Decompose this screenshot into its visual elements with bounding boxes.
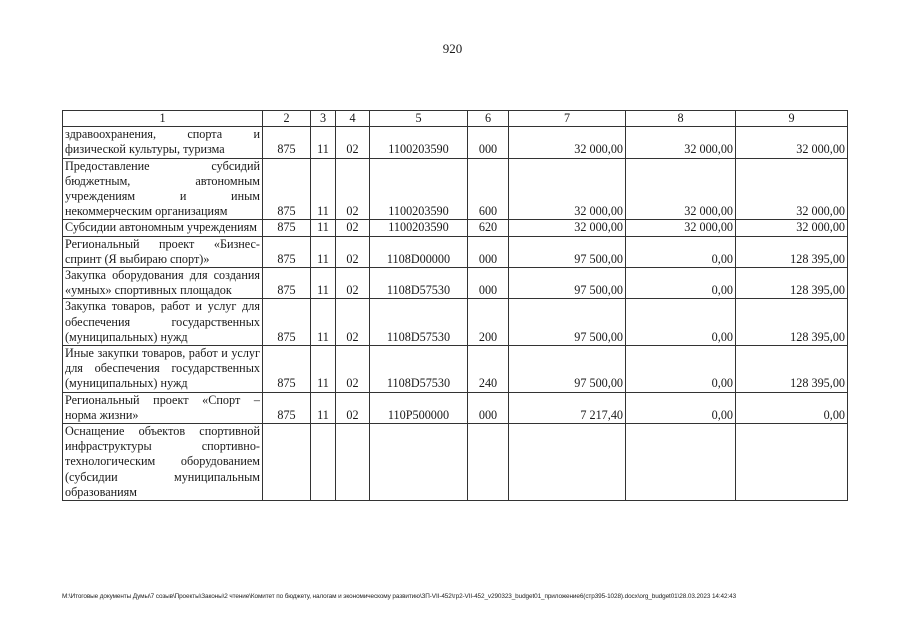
col-6-cell: 200	[468, 299, 509, 346]
col-9-cell: 128 395,00	[736, 268, 848, 299]
col-2-cell: 875	[263, 127, 311, 158]
header-cell: 5	[370, 111, 468, 127]
header-cell: 9	[736, 111, 848, 127]
col-9-cell: 32 000,00	[736, 220, 848, 236]
col-2-cell: 875	[263, 158, 311, 220]
col-6-cell: 000	[468, 392, 509, 423]
table-row	[63, 424, 848, 501]
col-6-cell: 240	[468, 346, 509, 393]
col-8-cell: 0,00	[626, 268, 736, 299]
table-row	[63, 127, 848, 158]
table-row	[63, 220, 848, 236]
page-number: 920	[442, 41, 463, 56]
col-2-cell: 875	[263, 299, 311, 346]
col-6-cell: 600	[468, 158, 509, 220]
row-name: Иные закупки товаров, работ и услуг для обеспечения государственных (муниципальных) нужд	[63, 346, 263, 393]
col-3-cell: 11	[311, 299, 336, 346]
row-name: Оснащение объектов спортивной инфраструктуры спортивно-технологическим оборудованием (субсидии муниципальным образованиям	[63, 424, 263, 501]
row-name: Предоставление субсидий бюджетным, автономным учреждениям и иным некоммерческим организациям	[63, 158, 263, 220]
col-5-cell: 110P500000	[370, 392, 468, 423]
col-9-cell	[736, 424, 848, 501]
col-7-cell: 7 217,40	[509, 392, 626, 423]
col-4-cell: 02	[336, 220, 370, 236]
row-name: Закупка товаров, работ и услуг для обеспечения государственных (муниципальных) нужд	[63, 299, 263, 346]
col-5-cell: 1108D57530	[370, 268, 468, 299]
col-2-cell: 875	[263, 392, 311, 423]
col-3-cell: 11	[311, 268, 336, 299]
col-6-cell: 000	[468, 268, 509, 299]
header-cell: 7	[509, 111, 626, 127]
row-name: Региональный проект «Спорт – норма жизни»	[63, 392, 263, 423]
col-5-cell: 1100203590	[370, 158, 468, 220]
col-9-cell: 128 395,00	[736, 299, 848, 346]
col-9-cell: 32 000,00	[736, 158, 848, 220]
col-3-cell	[311, 424, 336, 501]
col-4-cell: 02	[336, 268, 370, 299]
col-7-cell: 97 500,00	[509, 236, 626, 267]
col-8-cell: 32 000,00	[626, 220, 736, 236]
col-2-cell: 875	[263, 220, 311, 236]
col-2-cell	[263, 424, 311, 501]
table-header-row	[63, 111, 848, 127]
col-5-cell: 1108D00000	[370, 236, 468, 267]
col-2-cell: 875	[263, 268, 311, 299]
col-7-cell: 32 000,00	[509, 158, 626, 220]
col-3-cell: 11	[311, 127, 336, 158]
header-cell: 1	[63, 111, 263, 127]
col-9-cell: 0,00	[736, 392, 848, 423]
col-6-cell	[468, 424, 509, 501]
header-cell: 2	[263, 111, 311, 127]
col-2-cell: 875	[263, 346, 311, 393]
col-5-cell: 1100203590	[370, 220, 468, 236]
col-4-cell: 02	[336, 127, 370, 158]
col-7-cell: 97 500,00	[509, 346, 626, 393]
table-row	[63, 236, 848, 267]
footer-file-path: M:\Итоговые документы Думы\7 созыв\Проекты\Законы\2 чтение\Комитет по бюджету, налогам и экономическому развитию\ЗП-VII-452\гр2-VII-452_v290323_budget01_приложение6(стр395-1028).docx\org_budget01\28.03.2023 14:42:43	[62, 593, 737, 600]
col-5-cell: 1108D57530	[370, 299, 468, 346]
row-name: здравоохранения, спорта и физической культуры, туризма	[63, 127, 263, 158]
col-2-cell: 875	[263, 236, 311, 267]
budget-table	[62, 110, 848, 501]
col-4-cell: 02	[336, 158, 370, 220]
col-4-cell: 02	[336, 299, 370, 346]
col-3-cell: 11	[311, 392, 336, 423]
table-row	[63, 392, 848, 423]
col-5-cell	[370, 424, 468, 501]
header-cell: 3	[311, 111, 336, 127]
col-6-cell: 000	[468, 236, 509, 267]
col-8-cell: 0,00	[626, 299, 736, 346]
row-name: Закупка оборудования для создания «умных» спортивных площадок	[63, 268, 263, 299]
col-6-cell: 620	[468, 220, 509, 236]
table-row	[63, 268, 848, 299]
col-7-cell	[509, 424, 626, 501]
row-name: Субсидии автономным учреждениям	[63, 220, 263, 236]
col-8-cell: 32 000,00	[626, 127, 736, 158]
col-7-cell: 32 000,00	[509, 127, 626, 158]
col-9-cell: 128 395,00	[736, 346, 848, 393]
table-row	[63, 346, 848, 393]
col-9-cell: 32 000,00	[736, 127, 848, 158]
row-name: Региональный проект «Бизнес-спринт (Я выбираю спорт)»	[63, 236, 263, 267]
col-8-cell: 32 000,00	[626, 158, 736, 220]
col-3-cell: 11	[311, 158, 336, 220]
col-7-cell: 97 500,00	[509, 299, 626, 346]
col-4-cell	[336, 424, 370, 501]
header-cell: 8	[626, 111, 736, 127]
col-8-cell: 0,00	[626, 392, 736, 423]
col-4-cell: 02	[336, 392, 370, 423]
col-6-cell: 000	[468, 127, 509, 158]
col-9-cell: 128 395,00	[736, 236, 848, 267]
table-row	[63, 299, 848, 346]
col-3-cell: 11	[311, 236, 336, 267]
col-8-cell: 0,00	[626, 346, 736, 393]
col-7-cell: 97 500,00	[509, 268, 626, 299]
col-7-cell: 32 000,00	[509, 220, 626, 236]
col-4-cell: 02	[336, 346, 370, 393]
col-4-cell: 02	[336, 236, 370, 267]
col-5-cell: 1108D57530	[370, 346, 468, 393]
col-8-cell	[626, 424, 736, 501]
col-5-cell: 1100203590	[370, 127, 468, 158]
col-8-cell: 0,00	[626, 236, 736, 267]
col-3-cell: 11	[311, 346, 336, 393]
table-row	[63, 158, 848, 220]
header-cell: 4	[336, 111, 370, 127]
header-cell: 6	[468, 111, 509, 127]
col-3-cell: 11	[311, 220, 336, 236]
